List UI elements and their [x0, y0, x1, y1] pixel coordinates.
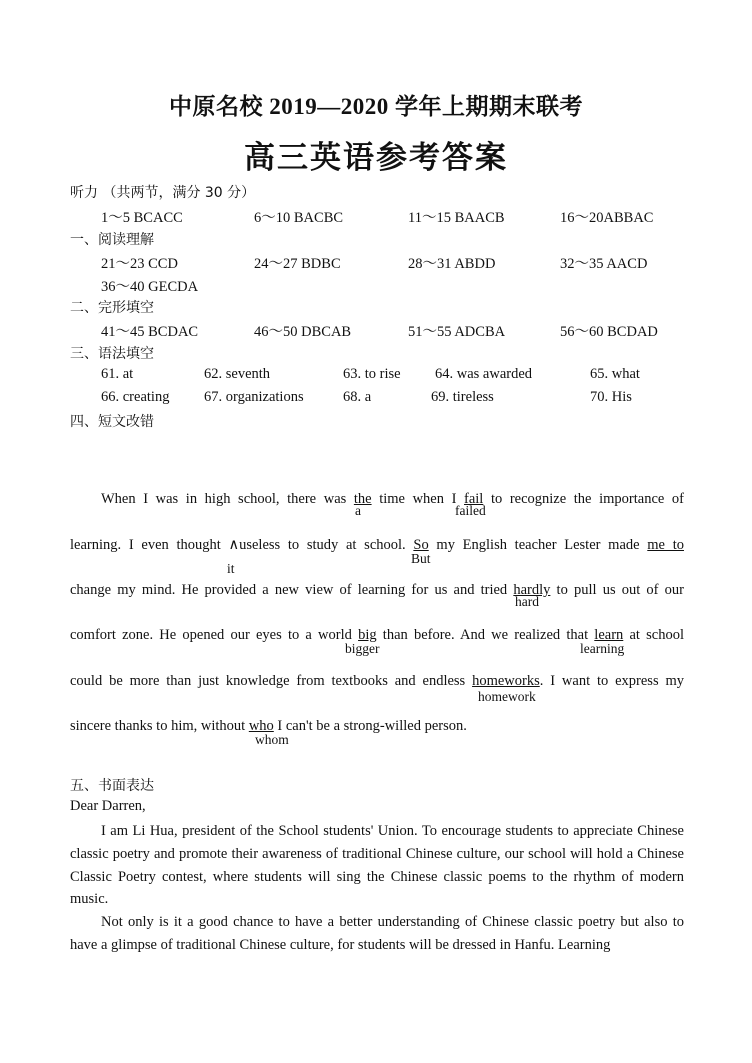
reading-answer: 32～35 AACD [560, 256, 648, 272]
grammar-answer: 67. organizations [204, 389, 304, 405]
grammar-answer: 68. a [343, 389, 372, 405]
letter-salutation: Dear Darren, [70, 798, 146, 814]
grammar-answer: 70. His [590, 389, 632, 405]
cloze-answer: 46～50 DBCAB [254, 324, 352, 340]
correction-fix: homework [478, 689, 536, 704]
reading-heading: 一、阅读理解 [70, 232, 154, 248]
reading-answer: 24～27 BDBC [254, 256, 341, 272]
listening-answer: 11～15 BAACB [408, 210, 505, 226]
correction-line: When I was in high school, there was the time when I fail to recognize the importance of [101, 491, 684, 507]
writing-heading: 五、书面表达 [70, 778, 154, 794]
correction-line: sincere thanks to him, without who I can't be a strong-willed person. [70, 718, 467, 734]
listening-heading: 听力 （共两节，满分 30 分） [70, 185, 256, 201]
correction-fix: hard [515, 594, 539, 609]
correction-fix: bigger [345, 641, 380, 656]
reading-answer: 28～31 ABDD [408, 256, 496, 272]
document-title: 中原名校 2019—2020 学年上期期末联考 [169, 94, 583, 119]
cloze-answer: 41～45 BCDAC [101, 324, 199, 340]
grammar-heading: 三、语法填空 [70, 346, 154, 362]
cloze-answer: 56～60 BCDAD [560, 324, 658, 340]
letter-paragraph: Not only is it a good chance to have a better understanding of Chinese classic poetry but also to have a glimpse of traditional Chinese culture, for students will be dressed in Hanfu. Learning [70, 914, 684, 953]
cloze-heading: 二、完形填空 [70, 300, 154, 316]
correction-line: learning. I even thought ∧useless to study at school. So my English teacher Lester made me to [70, 537, 684, 553]
letter-paragraph: I am Li Hua, president of the School students' Union. To encourage students to appreciate Chinese classic poetry and promote their awareness of traditional Chinese culture, our school will hold a Chinese Classic Poetry contest, where students will sing the Chinese classic poems to the rhythm of modern music. [70, 823, 684, 908]
correction-fix: learning [580, 641, 625, 656]
listening-answer: 16～20ABBAC [560, 210, 654, 226]
grammar-answer: 61. at [101, 366, 134, 382]
correction-fix: failed [455, 503, 486, 518]
grammar-answer: 62. seventh [204, 366, 271, 382]
reading-answer: 36～40 GECDA [101, 279, 199, 295]
correction-fix: a [355, 503, 361, 518]
grammar-answer: 64. was awarded [435, 366, 533, 382]
listening-answer: 6～10 BACBC [254, 210, 344, 226]
correction-line: could be more than just knowledge from textbooks and endless homeworks. I want to express my [70, 673, 684, 689]
correction-line: comfort zone. He opened our eyes to a world big than before. And we realized that learn at school [70, 627, 684, 643]
correction-fix: But [411, 551, 431, 566]
grammar-answer: 63. to rise [343, 366, 401, 382]
grammar-answer: 65. what [590, 366, 640, 382]
reading-answer: 21～23 CCD [101, 256, 178, 272]
correction-heading: 四、短文改错 [70, 414, 154, 430]
grammar-answer: 69. tireless [431, 389, 494, 405]
correction-line: change my mind. He provided a new view of learning for us and tried hardly to pull us out of our [70, 582, 684, 598]
cloze-answer: 51～55 ADCBA [408, 324, 506, 340]
correction-fix: whom [255, 732, 289, 747]
correction-fix: it [227, 561, 235, 576]
listening-answer: 1～5 BCACC [101, 210, 183, 226]
document-subtitle: 高三英语参考答案 [244, 140, 508, 175]
grammar-answer: 66. creating [101, 389, 170, 405]
